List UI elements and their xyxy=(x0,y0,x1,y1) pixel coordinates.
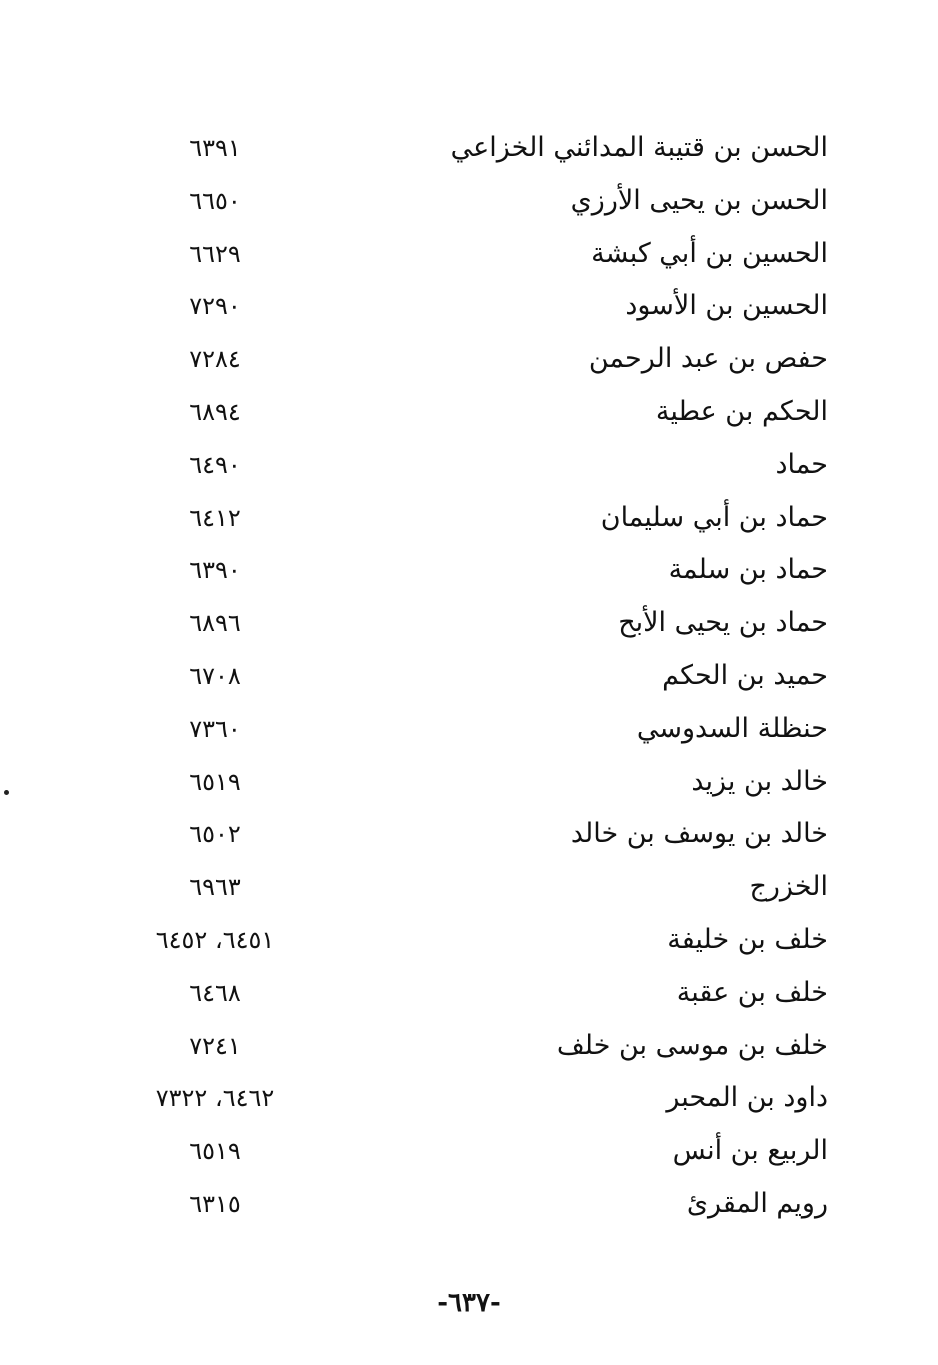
narrator-name: خلف بن خليفة xyxy=(667,923,828,955)
index-entry xyxy=(0,333,938,386)
index-entry xyxy=(0,861,938,914)
index-entry xyxy=(0,650,938,703)
narrator-name: الحسن بن يحيى الأرزي xyxy=(570,184,828,216)
index-entry xyxy=(0,808,938,861)
index-entry xyxy=(0,386,938,439)
narrator-name: الربيع بن أنس xyxy=(672,1135,828,1167)
narrator-name: حماد بن أبي سليمان xyxy=(600,501,828,533)
index-entry xyxy=(0,1020,938,1073)
reference-number: ٦٧٠٨ xyxy=(189,661,241,690)
reference-number: ٦٤٥١، ٦٤٥٢ xyxy=(155,925,275,954)
narrator-name: الحسن بن قتيبة المدائني الخزاعي xyxy=(450,132,828,163)
reference-number: ٦٣٩١ xyxy=(189,134,241,162)
reference-number: ٦٦٥٠ xyxy=(189,186,241,215)
index-entry xyxy=(0,439,938,492)
index-entry xyxy=(0,122,938,175)
narrator-name: خلف بن موسى بن خلف xyxy=(556,1029,828,1061)
reference-number: ٦٤٦٢، ٧٣٢٢ xyxy=(155,1084,275,1113)
reference-number: ٦٥١٩ xyxy=(189,767,241,796)
reference-number: ٦٤١٢ xyxy=(189,503,241,532)
narrator-name: حماد xyxy=(775,448,828,480)
narrator-name: رويم المقرئ xyxy=(686,1187,828,1219)
narrator-name: داود بن المحبر xyxy=(666,1082,828,1114)
index-entry xyxy=(0,703,938,756)
reference-number: ٦٩٦٣ xyxy=(189,873,241,902)
reference-number: ٦٨٩٤ xyxy=(189,397,241,426)
narrator-name: حنظلة السدوسي xyxy=(636,712,828,744)
index-entry xyxy=(0,544,938,597)
index-entry xyxy=(0,280,938,333)
index-entry xyxy=(0,1125,938,1178)
index-list xyxy=(0,122,938,1231)
page-number: -٦٣٧- xyxy=(437,1288,501,1318)
reference-number: ٧٢٩٠ xyxy=(189,292,241,321)
reference-number: ٧٢٨٤ xyxy=(189,345,241,374)
reference-number: ٦٦٢٩ xyxy=(189,239,241,268)
reference-number: ٦٥٠٢ xyxy=(189,820,241,849)
narrator-name: حميد بن الحكم xyxy=(662,659,828,691)
index-entry xyxy=(0,1178,938,1231)
narrator-name: خلف بن عقبة xyxy=(676,976,828,1008)
narrator-name: الخزرج xyxy=(749,871,828,903)
reference-number: ٦٥١٩ xyxy=(189,1137,241,1166)
reference-number: ٦٤٩٠ xyxy=(189,450,241,479)
narrator-name: الحكم بن عطية xyxy=(655,395,828,427)
index-entry xyxy=(0,597,938,650)
narrator-name: الحسين بن الأسود xyxy=(625,290,828,322)
index-entry xyxy=(0,756,938,809)
reference-number: ٦٣١٥ xyxy=(189,1189,241,1218)
index-entry xyxy=(0,228,938,281)
index-entry xyxy=(0,1072,938,1125)
reference-number: ٧٣٦٠ xyxy=(189,714,241,743)
reference-number: ٦٤٦٨ xyxy=(189,978,241,1007)
index-entry xyxy=(0,492,938,545)
index-entry xyxy=(0,175,938,228)
narrator-name: خالد بن يوسف بن خالد xyxy=(570,818,828,850)
narrator-name: حماد بن سلمة xyxy=(668,554,828,586)
reference-number: ٧٢٤١ xyxy=(189,1031,241,1060)
narrator-name: حماد بن يحيى الأبح xyxy=(618,607,828,639)
narrator-name: حفص بن عبد الرحمن xyxy=(588,343,828,375)
index-entry xyxy=(0,914,938,967)
narrator-name: خالد بن يزيد xyxy=(691,765,828,797)
margin-dot xyxy=(4,790,9,795)
reference-number: ٦٨٩٦ xyxy=(189,609,241,638)
index-entry xyxy=(0,967,938,1020)
narrator-name: الحسين بن أبي كبشة xyxy=(591,237,828,269)
reference-number: ٦٣٩٠ xyxy=(189,556,241,585)
